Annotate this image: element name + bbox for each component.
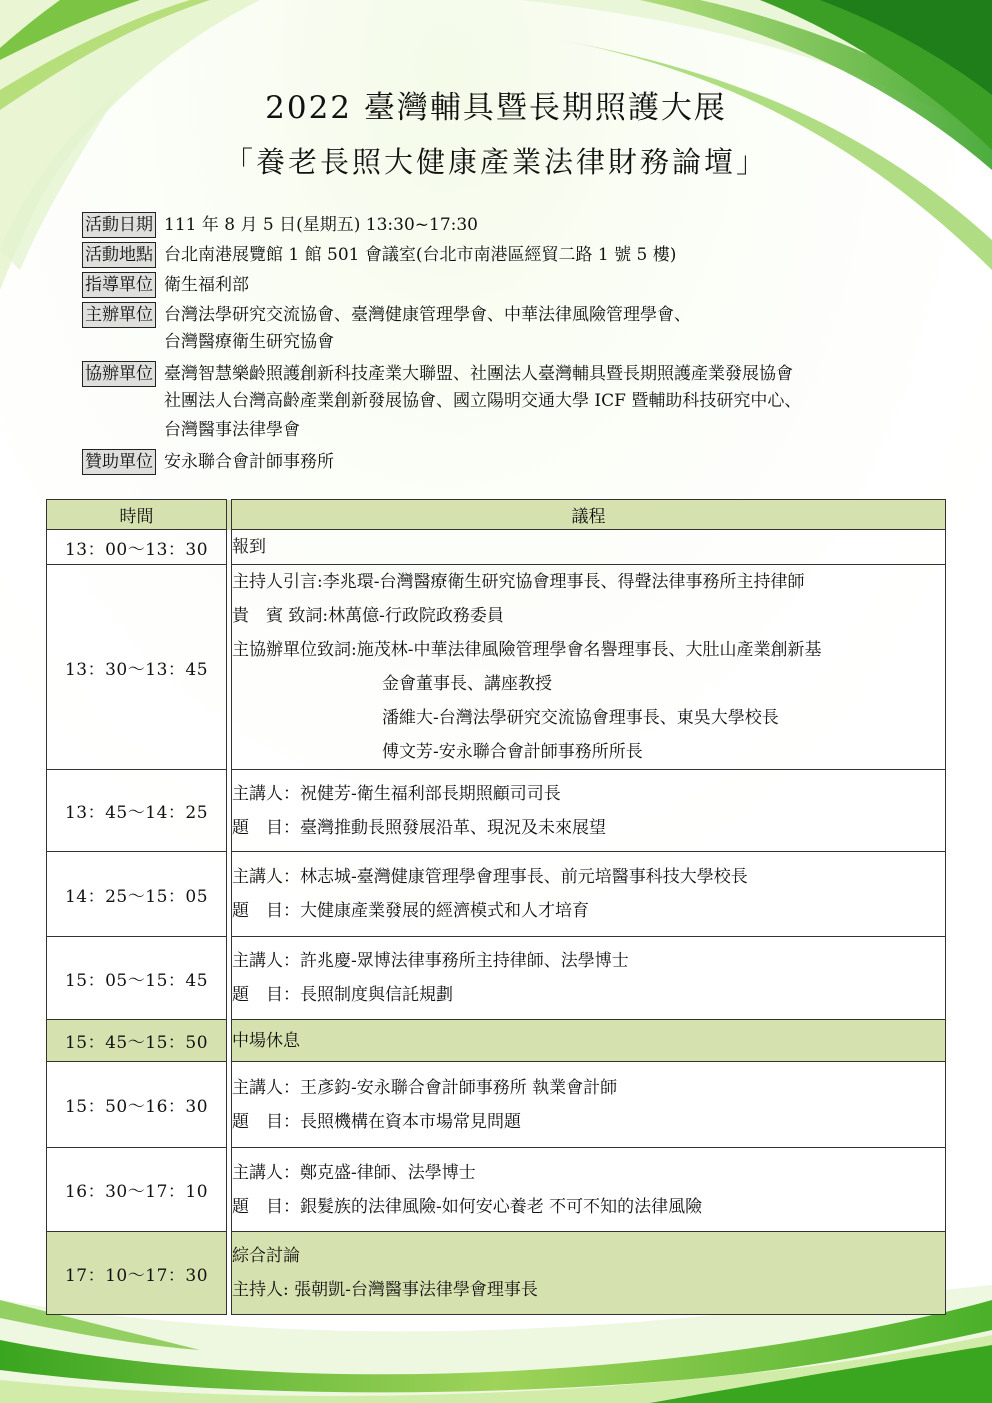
detail-line: 潘維大-台灣法學研究交流協會理事長、東吳大學校長 — [382, 708, 779, 728]
info-label: 主辦單位 — [82, 302, 156, 328]
info-row-organizer — [82, 302, 962, 357]
session-detail — [232, 770, 946, 852]
info-value: 台灣醫事法律學會 — [164, 420, 300, 440]
session-time: 16：30～17：10 — [47, 1148, 227, 1232]
info-label: 活動地點 — [82, 242, 156, 268]
header-program: 議程 — [232, 500, 946, 530]
session-time: 14：25～15：05 — [47, 852, 227, 937]
info-label: 指導單位 — [82, 272, 156, 298]
info-label: 協辦單位 — [82, 361, 156, 387]
session-detail — [232, 565, 946, 770]
session-detail — [232, 530, 946, 565]
detail-line: 主持人: 張朝凱-台灣醫事法律學會理事長 — [232, 1280, 538, 1300]
header-time: 時間 — [47, 500, 227, 530]
detail-line: 中場休息 — [232, 1030, 300, 1051]
detail-line: 主講人：林志城-臺灣健康管理學會理事長、前元培醫事科技大學校長 — [232, 867, 748, 887]
session-time: 15：50～16：30 — [47, 1062, 227, 1148]
event-info — [82, 212, 962, 479]
detail-line: 題 目：長照制度與信託規劃 — [232, 985, 453, 1005]
detail-line: 金會董事長、講座教授 — [382, 674, 552, 694]
agenda-table — [46, 499, 946, 1315]
session-detail — [232, 1020, 946, 1062]
session-detail — [232, 1062, 946, 1148]
detail-line: 主協辦單位致詞:施茂林-中華法律風險管理學會名譽理事長、大肚山產業創新基 — [232, 640, 822, 660]
session-time: 13：30～13：45 — [47, 565, 227, 770]
detail-line: 傅文芳-安永聯合會計師事務所所長 — [382, 742, 643, 762]
agenda-header-row — [47, 500, 946, 530]
info-row-venue — [82, 242, 962, 268]
info-label: 贊助單位 — [82, 449, 156, 475]
info-row-co-organizer — [82, 361, 962, 445]
detail-line: 題 目：銀髮族的法律風險-如何安心養老 不可不知的法律風險 — [232, 1196, 703, 1217]
detail-line: 主講人：王彥鈞-安永聯合會計師事務所 執業會計師 — [232, 1077, 618, 1098]
detail-line: 主講人：鄭克盛-律師、法學博士 — [232, 1162, 476, 1183]
detail-line: 主講人：祝健芳-衛生福利部長期照顧司司長 — [232, 783, 561, 804]
info-value: 台灣醫療衛生研究協會 — [164, 332, 334, 352]
detail-line: 主持人引言:李兆環-台灣醫療衛生研究協會理事長、得聲法律事務所主持律師 — [232, 572, 805, 592]
table-row — [47, 852, 946, 937]
session-time: 15：05～15：45 — [47, 937, 227, 1020]
info-row-supervisor — [82, 272, 962, 298]
table-row — [47, 565, 946, 770]
info-value: 社團法人台灣高齡產業創新發展協會、國立陽明交通大學 ICF 暨輔助科技研究中心、 — [164, 391, 802, 411]
detail-line: 題 目：長照機構在資本市場常見問題 — [232, 1111, 521, 1132]
info-label: 活動日期 — [82, 212, 156, 238]
detail-line: 主講人：許兆慶-眾博法律事務所主持律師、法學博士 — [232, 951, 629, 971]
info-row-sponsor — [82, 449, 962, 475]
table-row — [47, 1062, 946, 1148]
session-time: 13：00～13：30 — [47, 530, 227, 565]
session-time: 15：45～15：50 — [47, 1020, 227, 1062]
info-value: 臺灣智慧樂齡照護創新科技產業大聯盟、社團法人臺灣輔具暨長期照護產業發展協會 — [164, 364, 793, 384]
table-row — [47, 1020, 946, 1062]
table-row — [47, 937, 946, 1020]
table-row — [47, 1148, 946, 1232]
info-value: 安永聯合會計師事務所 — [164, 452, 334, 472]
event-title: 2022 臺灣輔具暨長期照護大展 — [265, 90, 727, 126]
info-value: 台灣法學研究交流協會、臺灣健康管理學會、中華法律風險管理學會、 — [164, 305, 691, 325]
table-row — [47, 1232, 946, 1315]
forum-title: 「養老長照大健康產業法律財務論壇」 — [223, 145, 768, 179]
detail-line: 報到 — [232, 537, 266, 557]
session-time: 13：45～14：25 — [47, 770, 227, 852]
session-detail — [232, 852, 946, 937]
table-row — [47, 770, 946, 852]
detail-line: 題 目：臺灣推動長照發展沿革、現況及未來展望 — [232, 817, 606, 838]
info-row-date — [82, 212, 962, 238]
session-detail — [232, 1148, 946, 1232]
title-block — [0, 86, 992, 184]
detail-line: 綜合討論 — [232, 1246, 300, 1266]
session-detail — [232, 937, 946, 1020]
detail-line: 貴 賓 致詞:林萬億-行政院政務委員 — [232, 606, 504, 626]
table-row — [47, 530, 946, 565]
detail-line: 題 目：大健康產業發展的經濟模式和人才培育 — [232, 901, 589, 921]
session-detail — [232, 1232, 946, 1315]
info-value: 衛生福利部 — [164, 275, 249, 295]
info-value: 台北南港展覽館 1 館 501 會議室(台北市南港區經貿二路 1 號 5 樓) — [164, 245, 677, 265]
info-value: 111 年 8 月 5 日(星期五) 13:30~17:30 — [164, 215, 478, 235]
session-time: 17：10～17：30 — [47, 1232, 227, 1315]
